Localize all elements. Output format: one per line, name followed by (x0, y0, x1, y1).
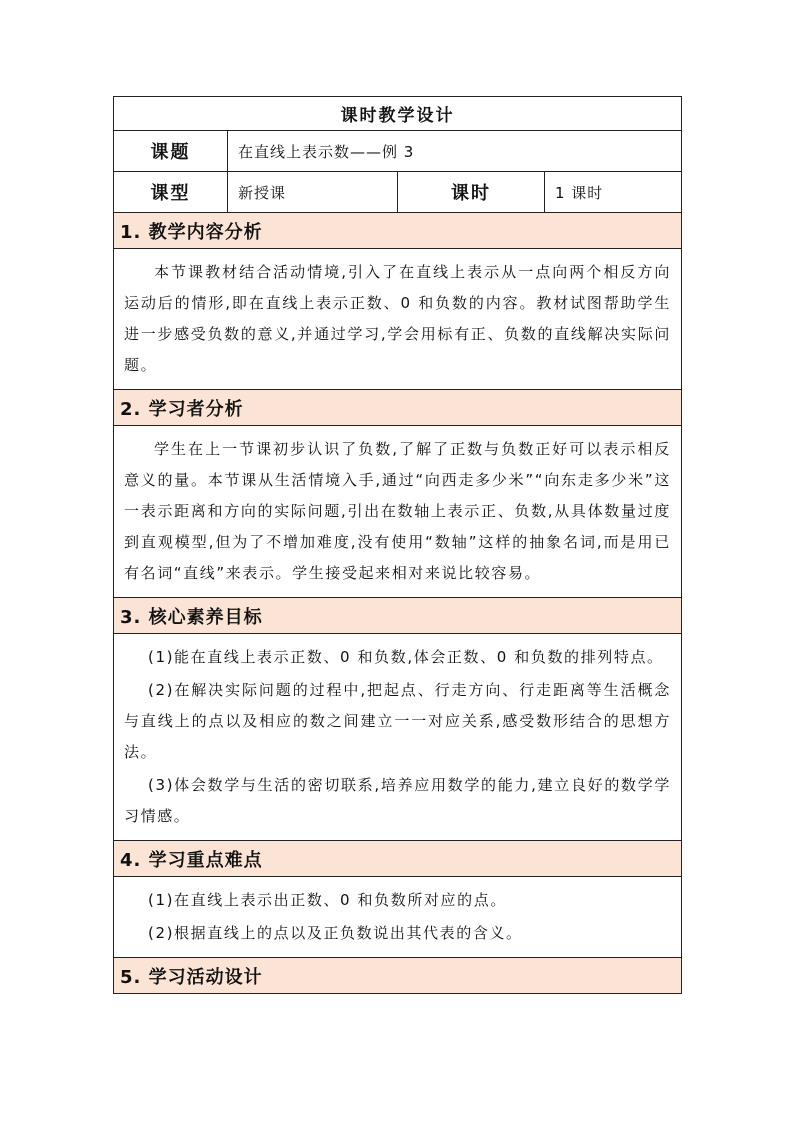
topic-value: 在直线上表示数——例 3 (228, 131, 682, 172)
core-objectives-body (114, 634, 682, 841)
class-hours-label: 课时 (398, 172, 545, 213)
objective-item: (2)在解决实际问题的过程中,把起点、行走方向、行走距离等生活概念与直线上的点以及相应的数之间建立一一对应关系,感受数形结合的思想方法。 (124, 681, 671, 761)
lesson-design-table (113, 96, 682, 994)
content-analysis-paragraph: 本节课教材结合活动情境,引入了在直线上表示从一点向两个相反方向运动后的情形,即在直线上表示正数、0 和负数的内容。教材试图帮助学生进一步感受负数的意义,并通过学习,学会用标有正、负数的直线解决实际问题。 (124, 263, 671, 374)
topic-label: 课题 (114, 131, 228, 172)
objective-item: (3)体会数学与生活的密切联系,培养应用数学的能力,建立良好的数学学习情感。 (124, 776, 671, 825)
learner-analysis-body (114, 426, 682, 598)
key-points-body (114, 877, 682, 958)
lesson-type-value: 新授课 (228, 172, 398, 213)
section-heading-activity-design: 5. 学习活动设计 (114, 958, 682, 994)
document-title: 课时教学设计 (114, 97, 682, 131)
key-point-item: (1)在直线上表示出正数、0 和负数所对应的点。 (148, 891, 507, 909)
content-analysis-body (114, 249, 682, 390)
class-hours-value: 1 课时 (545, 172, 682, 213)
objective-item: (1)能在直线上表示正数、0 和负数,体会正数、0 和负数的排列特点。 (148, 648, 664, 666)
learner-analysis-paragraph: 学生在上一节课初步认识了负数,了解了正数与负数正好可以表示相反意义的量。本节课从生活情境入手,通过“向西走多少米”“向东走多少米”这一表示距离和方向的实际问题,引出在数轴上表示正、负数,从具体数量过度到直观模型,但为了不增加难度,没有使用“数轴”这样的抽象名词,而是用已有名词“直线”来表示。学生接受起来相对来说比较容易。 (124, 440, 671, 582)
key-point-item: (2)根据直线上的点以及正负数说出其代表的含义。 (148, 924, 523, 942)
section-heading-key-points: 4. 学习重点难点 (114, 841, 682, 877)
section-heading-learner-analysis: 2. 学习者分析 (114, 390, 682, 426)
lesson-type-label: 课型 (114, 172, 228, 213)
section-heading-core-objectives: 3. 核心素养目标 (114, 598, 682, 634)
section-heading-content-analysis: 1. 教学内容分析 (114, 213, 682, 249)
